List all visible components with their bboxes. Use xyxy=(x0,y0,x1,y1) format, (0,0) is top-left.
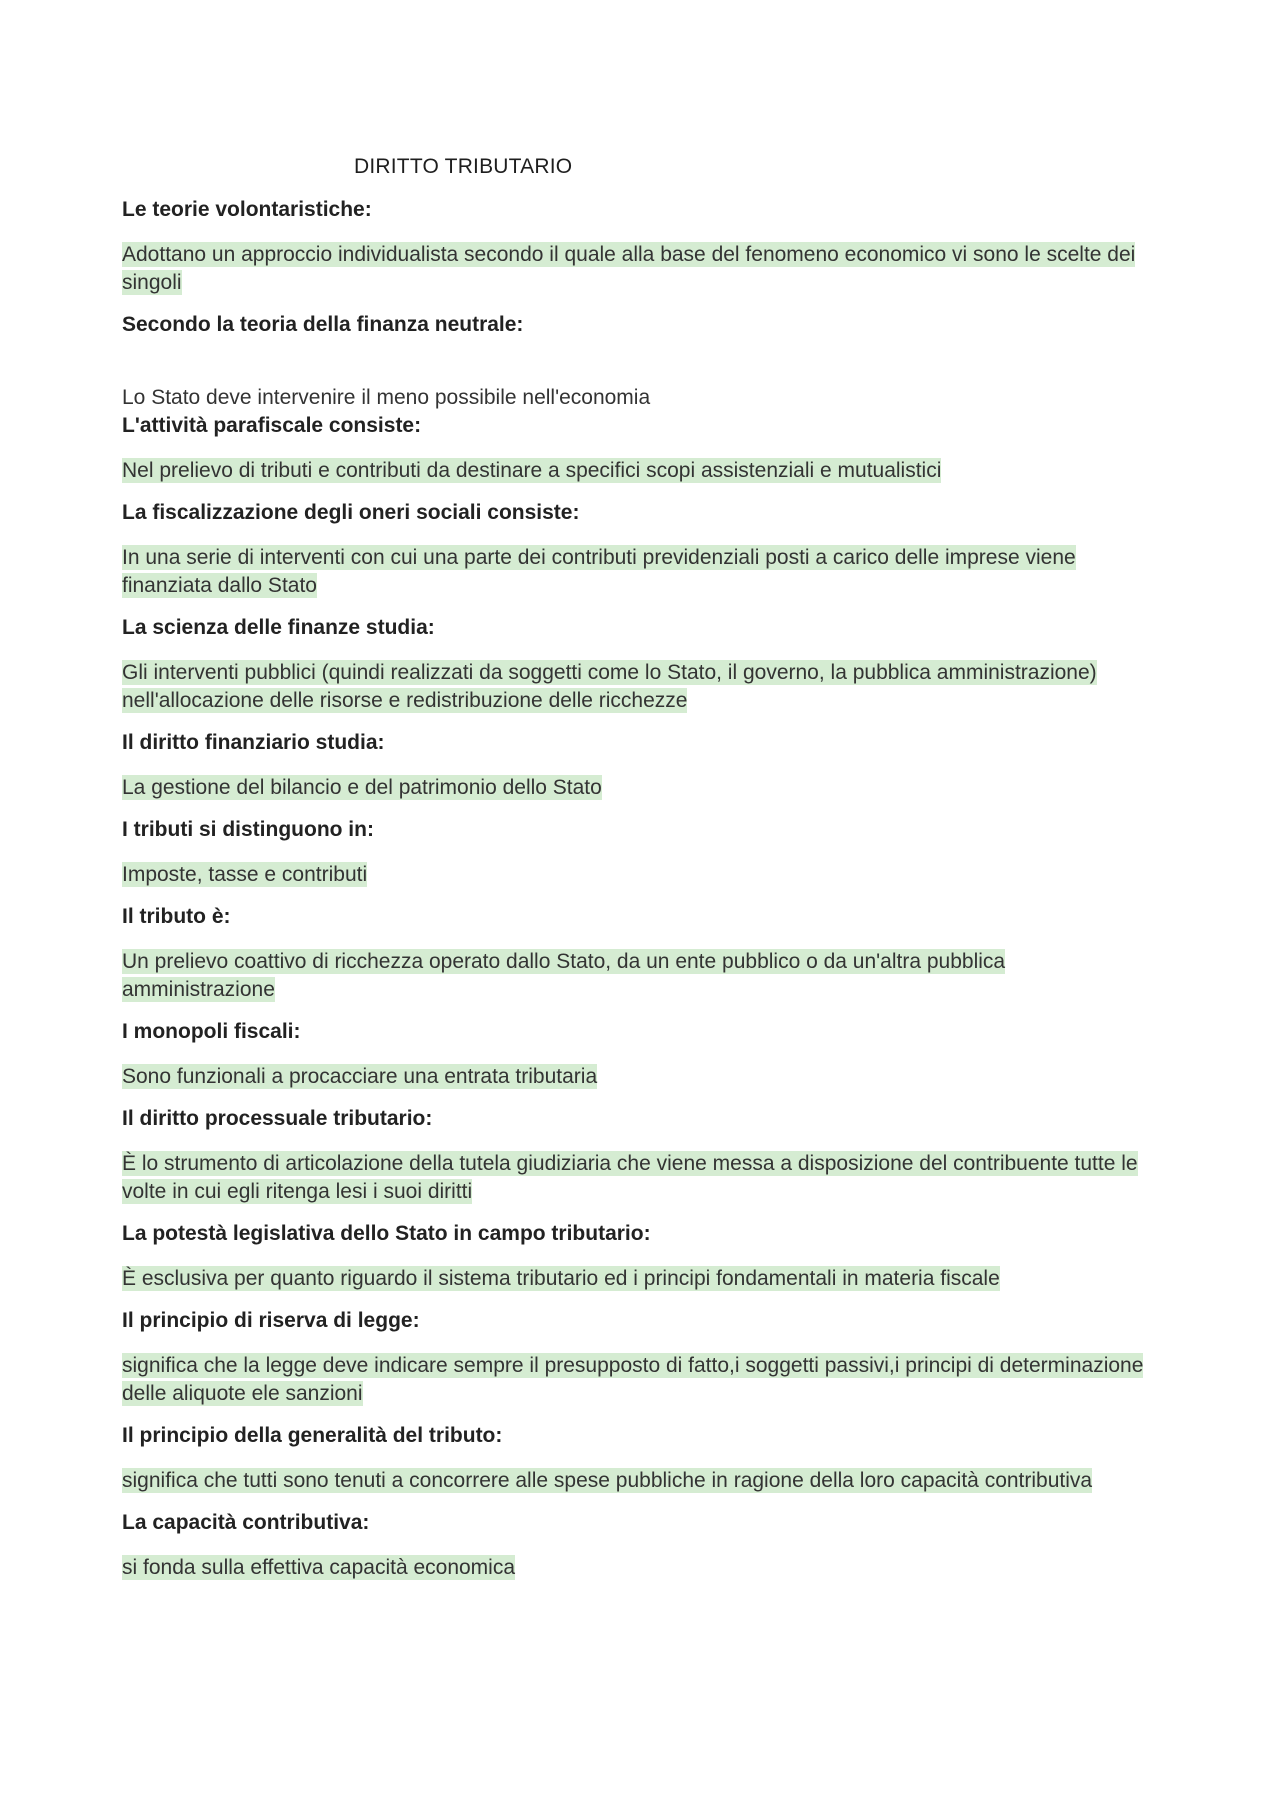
question: Il principio di riserva di legge: xyxy=(122,1309,420,1332)
question: Il diritto processuale tributario: xyxy=(122,1107,433,1130)
answer-highlight: Gli interventi pubblici (quindi realizzati da soggetti come lo Stato, il governo, la pubblica amministrazione) nell'allocazione delle risorse e redistribuzione delle ricchezze xyxy=(122,661,1097,712)
qa-item xyxy=(122,614,1162,715)
answer xyxy=(122,457,1162,485)
qa-item xyxy=(122,1018,1162,1091)
answer xyxy=(122,241,1162,297)
answer xyxy=(122,1265,1162,1293)
qa-item xyxy=(122,1509,1162,1582)
question: Le teorie volontaristiche: xyxy=(122,198,372,221)
answer xyxy=(122,774,1162,802)
question: Secondo la teoria della finanza neutrale: xyxy=(122,313,524,336)
qa-item xyxy=(122,1220,1162,1293)
qa-item xyxy=(122,499,1162,600)
qa-item xyxy=(122,412,1162,485)
answer xyxy=(122,1352,1162,1408)
question: La scienza delle finanze studia: xyxy=(122,616,435,639)
question: L'attività parafiscale consiste: xyxy=(122,414,422,437)
answer-highlight: È lo strumento di articolazione della tutela giudiziaria che viene messa a disposizione del contribuente tutte le volte in cui egli ritenga lesi i suoi diritti xyxy=(122,1152,1138,1203)
answer-highlight: È esclusiva per quanto riguardo il sistema tributario ed i principi fondamentali in materia fiscale xyxy=(122,1267,1000,1290)
question: La capacità contributiva: xyxy=(122,1511,370,1534)
answer xyxy=(122,544,1162,600)
answer-highlight: Nel prelievo di tributi e contributi da destinare a specifici scopi assistenziali e mutualistici xyxy=(122,459,942,482)
answer xyxy=(122,1150,1162,1206)
answer xyxy=(122,1467,1162,1495)
document-page xyxy=(122,152,1162,1582)
answer: Lo Stato deve intervenire il meno possibile nell'economia xyxy=(122,386,651,409)
question: Il tributo è: xyxy=(122,905,231,928)
answer-highlight: Adottano un approccio individualista secondo il quale alla base del fenomeno economico vi sono le scelte dei singoli xyxy=(122,243,1136,294)
answer xyxy=(122,861,1162,889)
answer-highlight: Imposte, tasse e contributi xyxy=(122,863,368,886)
question: La fiscalizzazione degli oneri sociali consiste: xyxy=(122,501,580,524)
answer-highlight: significa che la legge deve indicare sempre il presupposto di fatto,i soggetti passivi,i principi di determinazione delle aliquote ele sanzioni xyxy=(122,1354,1144,1405)
qa-item xyxy=(122,311,1162,412)
answer-highlight: si fonda sulla effettiva capacità economica xyxy=(122,1556,516,1579)
answer xyxy=(122,1554,1162,1582)
qa-item xyxy=(122,729,1162,802)
qa-item xyxy=(122,1105,1162,1206)
question: I monopoli fiscali: xyxy=(122,1020,301,1043)
qa-item xyxy=(122,903,1162,1004)
answer-highlight: In una serie di interventi con cui una parte dei contributi previdenziali posti a carico delle imprese viene finanziata dallo Stato xyxy=(122,546,1076,597)
answer-highlight: Sono funzionali a procacciare una entrata tributaria xyxy=(122,1065,598,1088)
question: Il diritto finanziario studia: xyxy=(122,731,385,754)
answer-highlight: La gestione del bilancio e del patrimonio dello Stato xyxy=(122,776,602,799)
qa-item xyxy=(122,1422,1162,1495)
answer-highlight: significa che tutti sono tenuti a concorrere alle spese pubbliche in ragione della loro capacità contributiva xyxy=(122,1469,1093,1492)
question: I tributi si distinguono in: xyxy=(122,818,374,841)
answer-highlight: Un prelievo coattivo di ricchezza operato dallo Stato, da un ente pubblico o da un'altra pubblica amministrazione xyxy=(122,950,1006,1001)
qa-item xyxy=(122,816,1162,889)
qa-item xyxy=(122,1307,1162,1408)
qa-item xyxy=(122,196,1162,297)
answer xyxy=(122,659,1162,715)
answer xyxy=(122,948,1162,1004)
answer xyxy=(122,1063,1162,1091)
question: Il principio della generalità del tributo: xyxy=(122,1424,503,1447)
question: La potestà legislativa dello Stato in campo tributario: xyxy=(122,1222,651,1245)
document-title: DIRITTO TRIBUTARIO xyxy=(354,155,573,178)
